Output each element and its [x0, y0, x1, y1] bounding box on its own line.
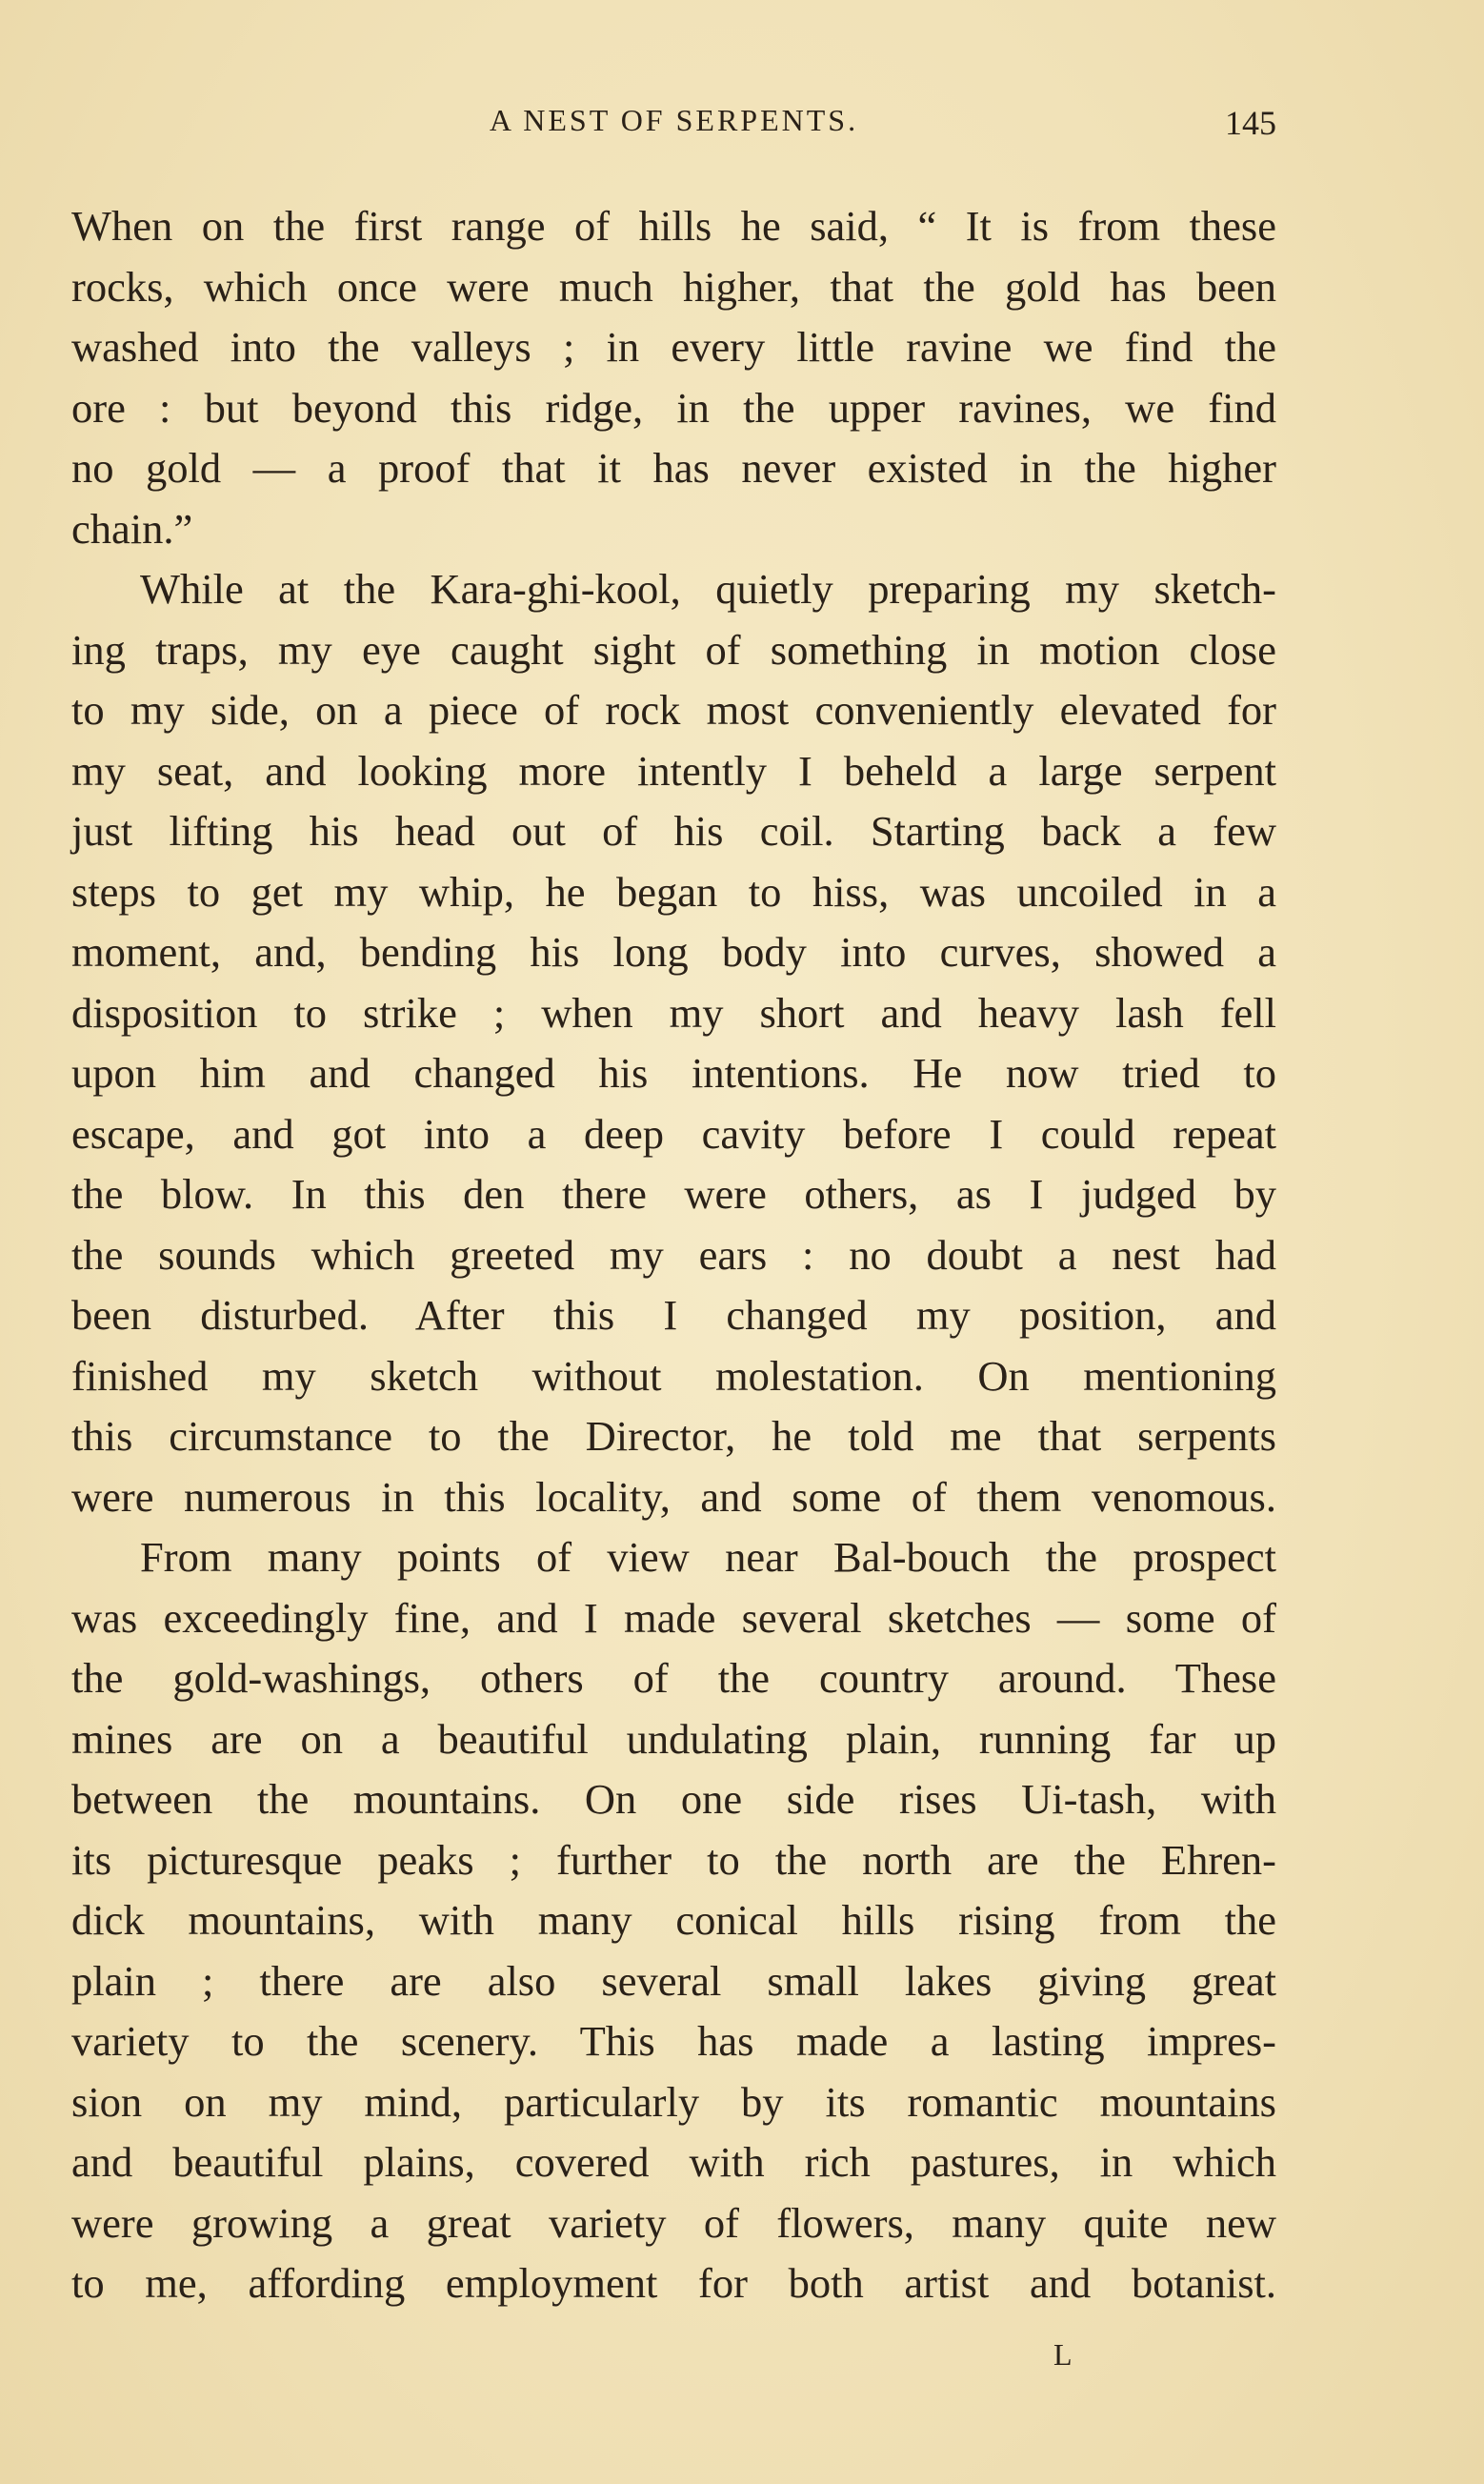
text-line: From many points of view near Bal-bouch the prospect — [140, 1533, 1276, 1581]
text-line: the gold-washings, others of the country around. These — [71, 1654, 1276, 1702]
text-line: variety to the scenery. This has made a lasting impres- — [71, 2017, 1276, 2065]
text-line: rocks, which once were much higher, that the gold has been — [71, 262, 1276, 311]
running-head — [71, 103, 1276, 151]
text-line: were numerous in this locality, and some of them venomous. — [71, 1472, 1276, 1521]
text-line: this circumstance to the Director, he told me that serpents — [71, 1412, 1276, 1460]
text-line: ing traps, my eye caught sight of something in motion close — [71, 625, 1276, 674]
text-line: steps to get my whip, he began to hiss, was uncoiled in a — [71, 867, 1276, 916]
text-line: upon him and changed his intentions. He now tried to — [71, 1049, 1276, 1097]
text-line: dick mountains, with many conical hills rising from the — [71, 1896, 1276, 1944]
text-line: between the mountains. On one side rises Ui-tash, with — [71, 1775, 1276, 1823]
text-line: just lifting his head out of his coil. Starting back a few — [71, 807, 1276, 855]
text-line: mines are on a beautiful undulating plain, running far up — [71, 1714, 1276, 1763]
page-number: 145 — [1225, 104, 1276, 142]
text-line: my seat, and looking more intently I beheld a large serpent — [71, 746, 1276, 795]
signature-mark: L — [1053, 2337, 1074, 2372]
text-line: the sounds which greeted my ears : no doubt a nest had — [71, 1230, 1276, 1279]
text-line: washed into the valleys ; in every little ravine we find the — [71, 323, 1276, 371]
text-line: and beautiful plains, covered with rich pastures, in which — [71, 2138, 1276, 2186]
running-title: A NEST OF SERPENTS. — [489, 103, 859, 137]
text-line: finished my sketch without molestation. On mentioning — [71, 1351, 1276, 1400]
text-line: When on the first range of hills he said, “ It is from these — [71, 202, 1276, 250]
text-line: to me, affording employment for both artist and botanist. — [71, 2259, 1276, 2307]
text-line: chain.” — [71, 504, 193, 553]
text-line: While at the Kara-ghi-kool, quietly preparing my sketch- — [140, 565, 1276, 613]
text-line: were growing a great variety of flowers, many quite new — [71, 2198, 1276, 2247]
text-line: the blow. In this den there were others, as I judged by — [71, 1170, 1276, 1218]
text-line: disposition to strike ; when my short and heavy lash fell — [71, 988, 1276, 1037]
text-line: its picturesque peaks ; further to the north are the Ehren- — [71, 1835, 1276, 1884]
text-line: been disturbed. After this I changed my position, and — [71, 1291, 1276, 1339]
text-line: sion on my mind, particularly by its romantic mountains — [71, 2077, 1276, 2126]
text-line: to my side, on a piece of rock most conveniently elevated for — [71, 686, 1276, 734]
text-line: escape, and got into a deep cavity before I could repeat — [71, 1109, 1276, 1158]
body-text — [71, 196, 1276, 2314]
text-line: no gold — a proof that it has never existed in the higher — [71, 444, 1276, 492]
text-line: plain ; there are also several small lakes giving great — [71, 1956, 1276, 2005]
text-line: was exceedingly fine, and I made several sketches — some of — [71, 1593, 1276, 1642]
text-line: moment, and, bending his long body into curves, showed a — [71, 928, 1276, 976]
text-line: ore : but beyond this ridge, in the upper ravines, we find — [71, 383, 1276, 432]
